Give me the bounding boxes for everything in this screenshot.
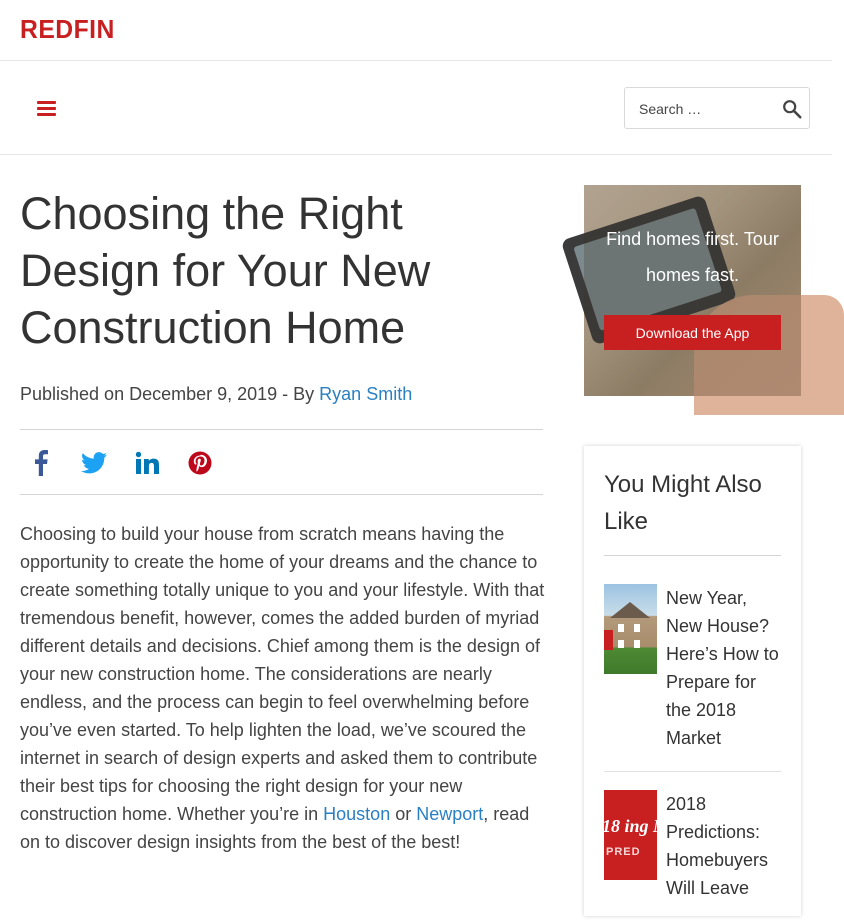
related-item-title[interactable]: New Year, New House? Here’s How to Prepare for the 2018 Market	[666, 588, 779, 748]
nav-bar	[0, 61, 832, 155]
divider	[604, 555, 781, 556]
article-body	[20, 520, 548, 856]
hamburger-menu-icon[interactable]	[35, 99, 59, 119]
published-date: Published on December 9, 2019 - By	[20, 384, 320, 404]
twitter-icon[interactable]	[79, 448, 109, 478]
divider	[604, 771, 781, 772]
share-bar	[20, 429, 543, 495]
body-text-2: , read on to discover design insights from the best of the best!	[20, 804, 530, 852]
body-text-or: or	[390, 804, 417, 824]
houston-link[interactable]: Houston	[323, 804, 391, 824]
newport-link[interactable]: Newport	[416, 804, 484, 824]
body-text-1: Choosing to build your house from scratch means having the opportunity to create the home of your dreams and the chance to create something totally unique to you and your lifestyle. With that tremendous benefit, however, comes the added burden of myriad different details and decisions. Chief among them is the design of your new construction home. The considerations are nearly endless, and the process can begin to feel overwhelming before you’ve even started. To help lighten the load, we’ve scoured the internet in search of design experts and asked them to contribute their best tips for choosing the right design for your new construction home. Whether you’re in	[20, 524, 545, 824]
download-app-button[interactable]: Download the App	[604, 315, 781, 350]
related-item[interactable]	[604, 584, 781, 754]
search-box	[624, 87, 810, 129]
app-ad-banner[interactable]	[584, 185, 801, 396]
ad-text: Find homes first. Tour homes fast.	[606, 229, 779, 285]
related-heading: You Might Also Like	[604, 471, 762, 535]
search-icon[interactable]	[781, 98, 803, 120]
article-meta	[20, 384, 412, 405]
pinterest-icon[interactable]	[185, 448, 215, 478]
related-item-title[interactable]: 2018 Predictions: Homebuyers Will Leave	[666, 794, 769, 898]
predictions-thumbnail[interactable]: 18 ing Mar PRED	[604, 790, 657, 880]
top-bar	[0, 0, 832, 61]
linkedin-icon[interactable]	[132, 448, 162, 478]
related-posts-widget	[584, 446, 801, 916]
author-link[interactable]: Ryan Smith	[319, 384, 413, 404]
redfin-logo[interactable]: REDFIN	[20, 14, 115, 44]
related-item[interactable]	[604, 790, 781, 920]
search-input[interactable]	[637, 96, 781, 122]
facebook-icon[interactable]	[26, 448, 56, 478]
article-title: Choosing the Right Design for Your New Construction Home	[20, 188, 431, 353]
house-thumbnail[interactable]	[604, 584, 657, 674]
